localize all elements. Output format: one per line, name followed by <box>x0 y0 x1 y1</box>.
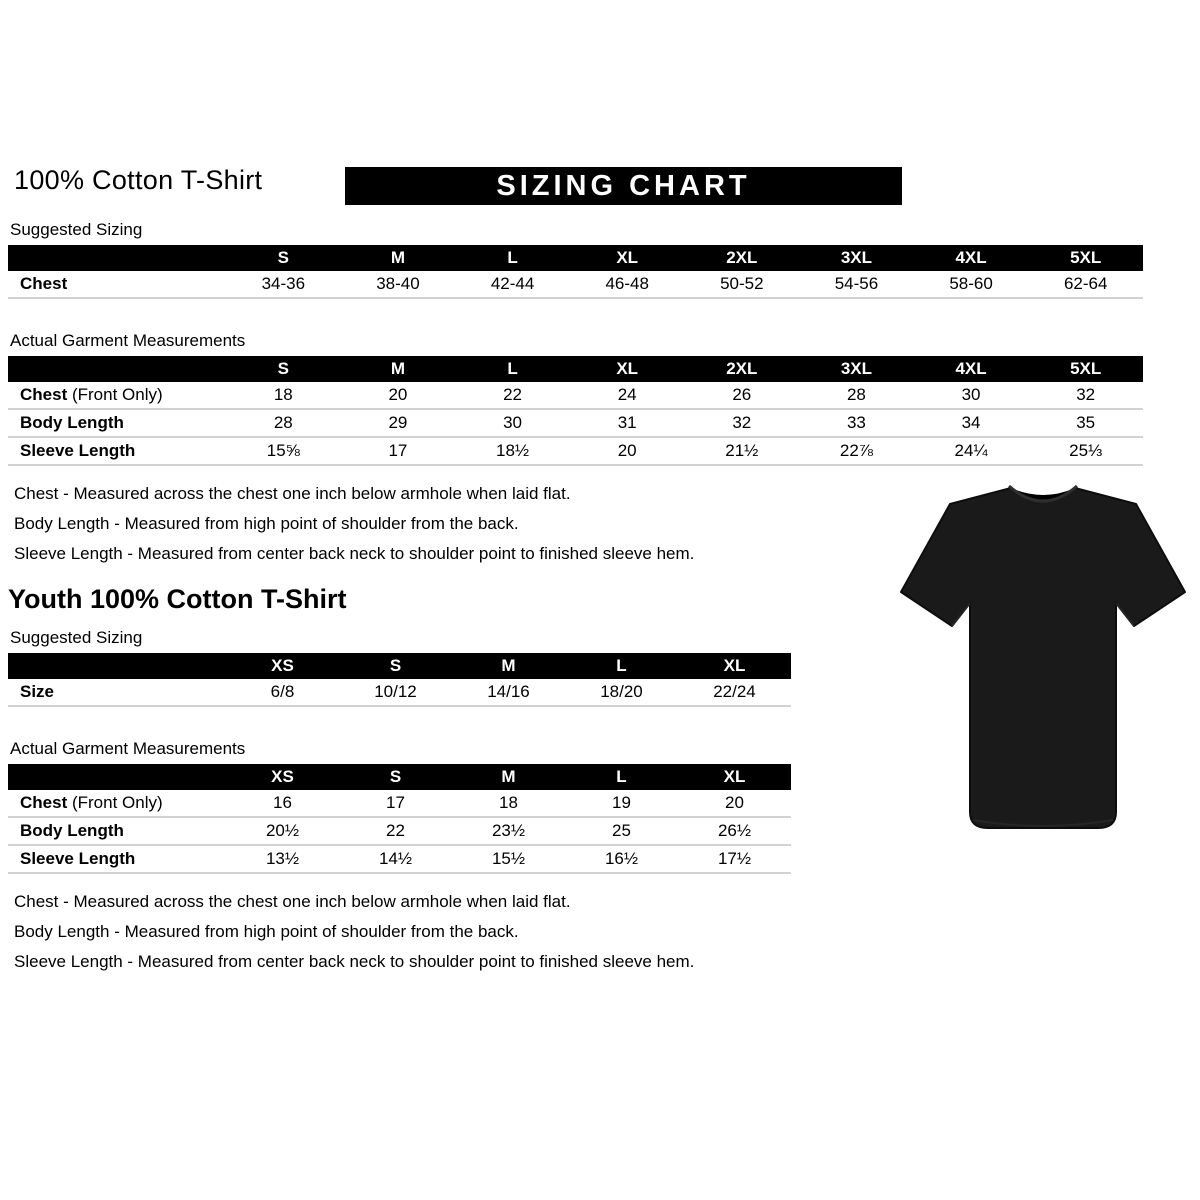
note-chest: Chest - Measured across the chest one inch below armhole when laid flat. <box>14 484 571 503</box>
measurement-cell: 6/8 <box>270 682 295 701</box>
row-label-text: Chest <box>20 274 68 293</box>
measurement-cell: 25 <box>612 821 631 840</box>
measurement-cell: 20 <box>388 385 408 404</box>
youth-measurement-notes <box>8 892 1200 972</box>
size-column-header: 2XL <box>726 359 758 378</box>
measurement-cell: 31 <box>617 413 637 432</box>
row-label-text: Size <box>20 682 55 701</box>
note-chest: Chest - Measured across the chest one inch below armhole when laid flat. <box>14 892 571 911</box>
row-label-text: Chest <box>20 793 68 812</box>
adult-actual-measurements-label: Actual Garment Measurements <box>10 331 246 350</box>
row-label-suffix: (Front Only) <box>67 793 163 812</box>
size-column-header: S <box>277 248 289 267</box>
measurement-cell: 29 <box>388 413 408 432</box>
youth-suggested-sizing-label: Suggested Sizing <box>10 628 143 647</box>
measurement-cell: 20 <box>725 793 744 812</box>
size-column-header: XL <box>723 767 746 786</box>
table-row <box>8 271 1143 299</box>
row-label <box>8 793 226 813</box>
measurement-cell: 20½ <box>265 821 300 840</box>
table-row <box>8 438 1143 466</box>
page-header <box>8 165 1200 207</box>
measurement-cell: 46-48 <box>605 274 649 293</box>
measurement-cell: 28 <box>846 385 866 404</box>
row-label <box>8 441 226 461</box>
size-column-header: L <box>507 248 518 267</box>
row-label-text: Body Length <box>20 413 124 432</box>
measurement-cell: 13½ <box>265 849 300 868</box>
size-column-header: XS <box>271 656 294 675</box>
youth-actual-measurements-label: Actual Garment Measurements <box>10 739 246 758</box>
measurement-cell: 24¼ <box>954 441 988 460</box>
size-column-header: 5XL <box>1070 248 1102 267</box>
table-header-row <box>8 356 1143 382</box>
measurement-cell: 22 <box>386 821 405 840</box>
table-header-row <box>8 245 1143 271</box>
size-column-header: XL <box>616 248 639 267</box>
row-label-suffix: (Front Only) <box>67 385 163 404</box>
row-label <box>8 821 226 841</box>
row-label <box>8 849 226 869</box>
measurement-cell: 34-36 <box>261 274 306 293</box>
measurement-cell: 35 <box>1076 413 1096 432</box>
size-column-header: L <box>507 359 518 378</box>
note-body-length: Body Length - Measured from high point of shoulder from the back. <box>14 514 519 533</box>
measurement-cell: 18 <box>273 385 293 404</box>
size-column-header: S <box>389 767 402 786</box>
measurement-cell: 62-64 <box>1063 274 1108 293</box>
measurement-cell: 14/16 <box>487 682 530 701</box>
row-label <box>8 274 226 294</box>
youth-suggested-sizing-table <box>8 653 791 707</box>
size-column-header: S <box>389 656 402 675</box>
adult-actual-measurements-table <box>8 356 1143 466</box>
table-row <box>8 846 791 874</box>
measurement-cell: 21½ <box>725 441 759 460</box>
measurement-cell: 17½ <box>717 849 752 868</box>
measurement-cell: 34 <box>961 413 981 432</box>
measurement-cell: 24 <box>617 385 637 404</box>
measurement-cell: 18 <box>499 793 518 812</box>
note-sleeve-length: Sleeve Length - Measured from center back neck to shoulder point to finished sleeve hem. <box>14 952 695 971</box>
size-column-header: L <box>616 656 627 675</box>
tshirt-graphic <box>893 470 1193 842</box>
size-column-header: 3XL <box>840 359 873 378</box>
measurement-cell: 16 <box>273 793 292 812</box>
youth-section-title: Youth 100% Cotton T-Shirt <box>8 584 347 614</box>
measurement-cell: 15½ <box>491 849 526 868</box>
size-column-header: 3XL <box>840 248 873 267</box>
table-row <box>8 790 791 818</box>
measurement-cell: 22/24 <box>713 682 756 701</box>
row-label-text: Sleeve Length <box>20 441 136 460</box>
measurement-cell: 42-44 <box>490 274 535 293</box>
measurement-cell: 26 <box>732 385 752 404</box>
note-sleeve-length: Sleeve Length - Measured from center back neck to shoulder point to finished sleeve hem. <box>14 544 695 563</box>
table-header-row <box>8 764 791 790</box>
measurement-cell: 30 <box>961 385 981 404</box>
page-title: 100% Cotton T-Shirt <box>14 165 263 195</box>
size-column-header: 5XL <box>1070 359 1102 378</box>
size-column-header: 2XL <box>726 248 758 267</box>
row-label <box>8 413 226 433</box>
sizing-chart-banner <box>345 167 902 205</box>
measurement-cell: 32 <box>732 413 752 432</box>
row-label <box>8 385 226 405</box>
measurement-cell: 17 <box>386 793 405 812</box>
size-column-header: M <box>501 656 516 675</box>
measurement-cell: 38-40 <box>376 274 420 293</box>
row-label-text: Sleeve Length <box>20 849 136 868</box>
table-row <box>8 382 1143 410</box>
size-column-header: XS <box>271 767 294 786</box>
measurement-cell: 50-52 <box>720 274 764 293</box>
measurement-cell: 25⅓ <box>1069 441 1103 460</box>
measurement-cell: 58-60 <box>949 274 993 293</box>
measurement-cell: 23½ <box>491 821 526 840</box>
size-column-header: M <box>501 767 516 786</box>
table-row <box>8 679 791 707</box>
tshirt-product-image <box>893 470 1193 842</box>
size-column-header: M <box>390 359 406 378</box>
measurement-cell: 20 <box>617 441 637 460</box>
row-label-text: Chest <box>20 385 68 404</box>
measurement-cell: 15⅝ <box>266 441 300 460</box>
size-column-header: M <box>390 248 406 267</box>
table-row <box>8 410 1143 438</box>
size-column-header: 4XL <box>955 248 987 267</box>
measurement-cell: 33 <box>846 413 866 432</box>
measurement-cell: 18/20 <box>600 682 643 701</box>
table-header-row <box>8 653 791 679</box>
adult-suggested-sizing-table <box>8 245 1143 299</box>
measurement-cell: 10/12 <box>374 682 417 701</box>
note-body-length: Body Length - Measured from high point of shoulder from the back. <box>14 922 519 941</box>
measurement-cell: 54-56 <box>834 274 879 293</box>
measurement-cell: 18½ <box>496 441 530 460</box>
measurement-cell: 16½ <box>604 849 639 868</box>
measurement-cell: 26½ <box>717 821 752 840</box>
sizing-chart-banner-text: SIZING CHART <box>496 169 751 202</box>
adult-suggested-sizing-label: Suggested Sizing <box>10 220 143 239</box>
measurement-cell: 17 <box>388 441 408 460</box>
measurement-cell: 22 <box>503 385 523 404</box>
size-column-header: L <box>616 767 627 786</box>
size-column-header: XL <box>723 656 746 675</box>
table-row <box>8 818 791 846</box>
measurement-cell: 19 <box>612 793 631 812</box>
size-column-header: 4XL <box>955 359 987 378</box>
row-label-text: Body Length <box>20 821 124 840</box>
measurement-cell: 22⅞ <box>839 441 873 460</box>
size-column-header: S <box>277 359 289 378</box>
row-label <box>8 682 226 702</box>
measurement-cell: 30 <box>503 413 523 432</box>
measurement-cell: 32 <box>1076 385 1096 404</box>
youth-actual-measurements-table <box>8 764 791 874</box>
size-column-header: XL <box>616 359 639 378</box>
measurement-cell: 14½ <box>378 849 413 868</box>
measurement-cell: 28 <box>273 413 293 432</box>
